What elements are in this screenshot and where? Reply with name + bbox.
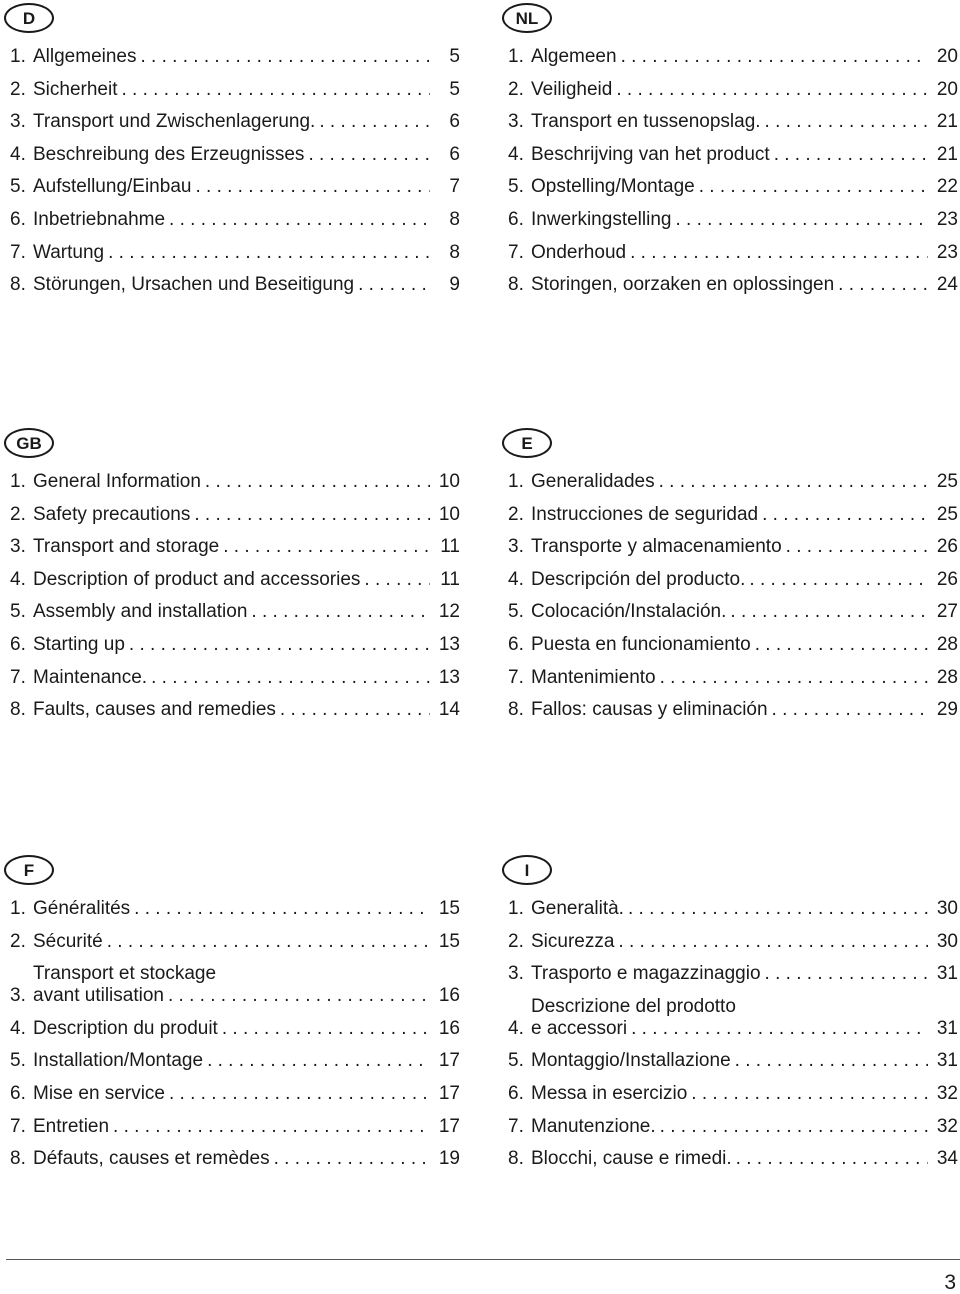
entry-page: 17 (438, 1083, 460, 1104)
entry-title: Instrucciones de seguridad (531, 503, 759, 525)
toc-entry[interactable] (10, 79, 460, 101)
dot-leader (270, 1148, 430, 1170)
toc-entry[interactable] (508, 1050, 958, 1072)
entry-title: Puesta en funcionamiento (531, 634, 751, 655)
entry-title: Algemeen (531, 46, 617, 67)
entry-page: 28 (936, 666, 958, 688)
toc-entry[interactable] (508, 111, 958, 133)
entry-number: 4. (508, 1017, 524, 1039)
dot-leader (617, 46, 928, 68)
dot-leader (770, 144, 928, 166)
entry-page: 11 (440, 536, 460, 558)
dot-leader (655, 471, 928, 493)
entry-title: Mantenimiento (531, 666, 656, 688)
dot-leader (164, 985, 430, 1007)
entry-page: 6 (449, 143, 460, 165)
dot-leader (201, 471, 430, 493)
entry-title: Trasporto e magazzinaggio (531, 963, 761, 985)
dot-leader (626, 242, 928, 264)
dot-leader (695, 176, 928, 198)
dot-leader (137, 46, 431, 68)
entry-title: Défauts, causes et remèdes (33, 1148, 270, 1170)
footer-rule (6, 1259, 960, 1260)
entry-page: 7 (449, 176, 460, 198)
entry-title: Wartung (33, 241, 105, 263)
entry-page: 16 (438, 1017, 460, 1039)
entry-title: Manutenzione. (531, 1115, 656, 1137)
entry-number: 4. (10, 568, 26, 590)
entry-page: 24 (936, 274, 958, 296)
entry-page: 13 (438, 666, 460, 688)
page-number: 3 (944, 1271, 956, 1294)
entry-page: 20 (936, 46, 958, 67)
toc-entry[interactable] (10, 46, 460, 68)
entry-title: avant utilisation (33, 985, 164, 1007)
toc-entry[interactable] (508, 996, 958, 1040)
entry-page: 23 (936, 241, 958, 263)
entry-page: 13 (438, 634, 460, 655)
entry-title: Storingen, oorzaken en oplossingen (531, 274, 835, 296)
entry-page: 21 (936, 111, 958, 133)
entry-title: Transport en tussenopslag. (531, 111, 761, 133)
entry-page: 17 (438, 1115, 460, 1137)
entry-title: Montaggio/Installazione (531, 1050, 731, 1072)
entry-number: 6. (508, 209, 524, 230)
entry-title: Beschreibung des Erzeugnisses (33, 143, 305, 165)
entry-title: Opstelling/Montage (531, 176, 695, 198)
toc-entry[interactable] (10, 931, 460, 953)
entry-title: Sicurezza (531, 930, 615, 952)
toc-entry[interactable] (10, 1116, 460, 1138)
toc-entry[interactable] (10, 963, 460, 1007)
entry-title: Safety precautions (33, 503, 191, 525)
entry-page: 8 (449, 241, 460, 263)
entry-page: 20 (936, 78, 958, 100)
entry-number: 7. (508, 666, 524, 688)
entry-page: 8 (449, 209, 460, 230)
toc-entry[interactable] (10, 667, 460, 689)
entry-number: 2. (508, 503, 524, 525)
dot-leader (103, 931, 430, 953)
entry-title: Description of product and accessories (33, 568, 361, 590)
entry-number: 8. (508, 1148, 524, 1170)
entry-title: Beschrijving van het product (531, 143, 770, 165)
entry-page: 26 (936, 536, 958, 558)
entry-number: 4. (508, 143, 524, 165)
toc-entry[interactable] (10, 242, 460, 264)
entry-title: Generalità. (531, 898, 624, 919)
toc-entry[interactable] (10, 699, 460, 721)
entry-page: 31 (936, 963, 958, 985)
toc-entry[interactable] (508, 504, 958, 526)
entry-title: Faults, causes and remedies (33, 699, 276, 721)
entry-page: 9 (449, 274, 460, 296)
entry-number: 8. (508, 274, 524, 296)
entry-number: 5. (508, 176, 524, 198)
entry-page: 10 (438, 503, 460, 525)
entry-page: 28 (936, 634, 958, 655)
entry-title: e accessori (531, 1017, 628, 1039)
dot-leader (627, 1018, 928, 1040)
entry-page: 31 (936, 1017, 958, 1039)
entry-number: 7. (10, 666, 26, 688)
entry-title: Aufstellung/Einbau (33, 176, 192, 198)
toc-entry[interactable] (10, 1018, 460, 1040)
language-badge: I (502, 855, 552, 885)
dot-leader (687, 1083, 928, 1105)
toc-entry[interactable] (508, 1083, 958, 1105)
toc-entry[interactable] (10, 176, 460, 198)
dot-leader (782, 536, 928, 558)
dot-leader (671, 209, 928, 231)
entry-page: 34 (936, 1148, 958, 1170)
entry-page: 21 (936, 143, 958, 165)
entry-page: 29 (936, 699, 958, 721)
entry-page: 23 (936, 209, 958, 230)
entry-number: 1. (10, 46, 26, 67)
entry-title: Allgemeines (33, 46, 137, 67)
toc-entry[interactable] (10, 1148, 460, 1170)
toc-entry[interactable] (508, 898, 958, 920)
entry-number: 8. (508, 699, 524, 721)
dot-leader (125, 634, 430, 656)
entry-title: Störungen, Ursachen und Beseitigung (33, 274, 355, 296)
entry-page: 30 (936, 898, 958, 919)
dot-leader (276, 699, 430, 721)
entry-title: Mise en service (33, 1083, 165, 1104)
entry-page: 22 (936, 176, 958, 198)
entry-title: Generalidades (531, 471, 655, 492)
toc-entry[interactable] (508, 634, 958, 656)
dot-leader (130, 898, 430, 920)
toc-entry[interactable] (508, 963, 958, 985)
entry-title: Assembly and installation (33, 601, 248, 623)
entry-page: 11 (440, 568, 460, 590)
toc-entry[interactable] (508, 274, 958, 296)
entry-page: 30 (936, 930, 958, 952)
toc-entry[interactable] (508, 931, 958, 953)
entry-page: 15 (438, 898, 460, 919)
entry-title: Transport und Zwischenlagerung. (33, 111, 316, 133)
toc-entry[interactable] (508, 1148, 958, 1170)
entry-page: 14 (438, 699, 460, 721)
dot-leader (624, 898, 928, 920)
language-badge: D (4, 3, 54, 33)
entry-number: 3. (508, 111, 524, 133)
dot-leader (218, 1018, 430, 1040)
toc-entry[interactable] (508, 46, 958, 68)
dot-leader (758, 504, 928, 526)
entry-number: 6. (508, 634, 524, 655)
entry-number: 2. (508, 930, 524, 952)
entry-title: Transporte y almacenamiento (531, 536, 782, 558)
dot-leader (751, 634, 928, 656)
entry-title: Colocación/Instalación. (531, 601, 727, 623)
entry-number: 2. (10, 503, 26, 525)
toc-entry[interactable] (508, 569, 958, 591)
toc-entry[interactable] (10, 536, 460, 558)
dot-leader (191, 176, 430, 198)
language-badge: NL (502, 3, 552, 33)
entry-number: 1. (508, 898, 524, 919)
entry-title: Transport et stockage (33, 963, 217, 985)
entry-page: 31 (936, 1050, 958, 1072)
toc-entry[interactable] (10, 209, 460, 231)
entry-page: 12 (438, 601, 460, 623)
entry-number: 3. (10, 536, 26, 558)
toc-entry[interactable] (508, 1116, 958, 1138)
entry-number: 5. (508, 1050, 524, 1072)
entry-title: Entretien (33, 1115, 110, 1137)
entry-title: Sécurité (33, 930, 103, 952)
entry-page: 25 (936, 471, 958, 492)
dot-leader (354, 274, 430, 296)
entry-title: Installation/Montage (33, 1050, 204, 1072)
entry-title: Descripción del producto. (531, 568, 746, 590)
toc-entry[interactable] (10, 144, 460, 166)
entry-page: 25 (936, 503, 958, 525)
dot-leader (761, 111, 928, 133)
entry-number: 6. (10, 209, 26, 230)
toc-entry[interactable] (10, 274, 460, 296)
entry-page: 17 (438, 1050, 460, 1072)
dot-leader (165, 1083, 430, 1105)
entry-number: 5. (10, 176, 26, 198)
toc-entry[interactable] (10, 504, 460, 526)
dot-leader (247, 601, 430, 623)
toc-entry[interactable] (10, 471, 460, 493)
dot-leader (656, 667, 928, 689)
entry-page: 26 (936, 568, 958, 590)
entry-number: 3. (508, 536, 524, 558)
dot-leader (165, 209, 430, 231)
dot-leader (745, 569, 928, 591)
toc-entry[interactable] (508, 209, 958, 231)
entry-title: Inbetriebnahme (33, 209, 166, 230)
dot-leader (614, 931, 928, 953)
entry-title: Onderhoud (531, 241, 627, 263)
entry-title: Fallos: causas y eliminación (531, 699, 768, 721)
toc-entry[interactable] (10, 601, 460, 623)
toc-entry[interactable] (508, 536, 958, 558)
toc-entry[interactable] (508, 601, 958, 623)
dot-leader (147, 667, 430, 689)
toc-entry[interactable] (508, 79, 958, 101)
entry-number: 7. (10, 241, 26, 263)
toc-entry[interactable] (508, 176, 958, 198)
toc-entry[interactable] (10, 898, 460, 920)
toc-entry[interactable] (10, 1083, 460, 1105)
toc-entry[interactable] (10, 111, 460, 133)
entry-number: 3. (10, 985, 26, 1007)
entry-number: 1. (10, 898, 26, 919)
toc-entry[interactable] (10, 634, 460, 656)
entry-number: 5. (508, 601, 524, 623)
toc-entry[interactable] (508, 242, 958, 264)
entry-page: 10 (438, 471, 460, 492)
entry-page: 15 (438, 930, 460, 952)
entry-number: 2. (508, 78, 524, 100)
entry-title: Blocchi, cause e rimedi. (531, 1148, 732, 1170)
entry-page: 19 (438, 1148, 460, 1170)
toc-entry[interactable] (508, 471, 958, 493)
entry-page: 6 (449, 111, 460, 133)
entry-number: 8. (10, 274, 26, 296)
entry-title: Description du produit (33, 1017, 218, 1039)
dot-leader (190, 504, 430, 526)
dot-leader (834, 274, 928, 296)
entry-number: 6. (10, 1083, 26, 1104)
dot-leader (315, 111, 430, 133)
entry-title: Transport and storage (33, 536, 220, 558)
entry-title: Sicherheit (33, 78, 118, 100)
entry-title: Généralités (33, 898, 131, 919)
entry-page: 16 (438, 985, 460, 1007)
entry-number: 3. (10, 111, 26, 133)
language-badge: F (4, 855, 54, 885)
language-badge: GB (4, 428, 54, 458)
entry-number: 5. (10, 1050, 26, 1072)
entry-number: 1. (508, 471, 524, 492)
dot-leader (360, 569, 430, 591)
dot-leader (109, 1116, 430, 1138)
entry-number: 1. (10, 471, 26, 492)
entry-number: 1. (508, 46, 524, 67)
entry-number: 7. (10, 1115, 26, 1137)
dot-leader (731, 1050, 928, 1072)
entry-page: 32 (936, 1083, 958, 1104)
entry-number: 3. (508, 963, 524, 985)
entry-number: 7. (508, 1115, 524, 1137)
entry-page: 27 (936, 601, 958, 623)
entry-number: 5. (10, 601, 26, 623)
entry-number: 8. (10, 1148, 26, 1170)
dot-leader (656, 1116, 928, 1138)
dot-leader (726, 601, 928, 623)
toc-entry[interactable] (10, 569, 460, 591)
dot-leader (612, 79, 928, 101)
entry-title: Veiligheid (531, 78, 613, 100)
entry-page: 5 (449, 46, 460, 67)
entry-number: 4. (10, 1017, 26, 1039)
entry-title: Descrizione del prodotto (531, 995, 736, 1017)
entry-page: 32 (936, 1115, 958, 1137)
entry-number: 4. (10, 143, 26, 165)
entry-page: 5 (449, 78, 460, 100)
entry-number: 6. (508, 1083, 524, 1104)
dot-leader (219, 536, 430, 558)
entry-title: Maintenance. (33, 666, 148, 688)
dot-leader (104, 242, 430, 264)
dot-leader (118, 79, 431, 101)
dot-leader (761, 963, 928, 985)
entry-number: 6. (10, 634, 26, 655)
toc-entry[interactable] (508, 144, 958, 166)
entry-title: Starting up (33, 634, 125, 655)
dot-leader (203, 1050, 430, 1072)
dot-leader (304, 144, 430, 166)
entry-title: Inwerkingstelling (531, 209, 672, 230)
entry-title: General Information (33, 471, 201, 492)
toc-entry[interactable] (10, 1050, 460, 1072)
entry-number: 2. (10, 930, 26, 952)
entry-number: 8. (10, 699, 26, 721)
entry-number: 7. (508, 241, 524, 263)
entry-title: Messa in esercizio (531, 1083, 688, 1104)
toc-entry[interactable] (508, 667, 958, 689)
language-badge: E (502, 428, 552, 458)
entry-number: 2. (10, 78, 26, 100)
dot-leader (768, 699, 928, 721)
toc-entry[interactable] (508, 699, 958, 721)
dot-leader (732, 1148, 928, 1170)
entry-number: 4. (508, 568, 524, 590)
